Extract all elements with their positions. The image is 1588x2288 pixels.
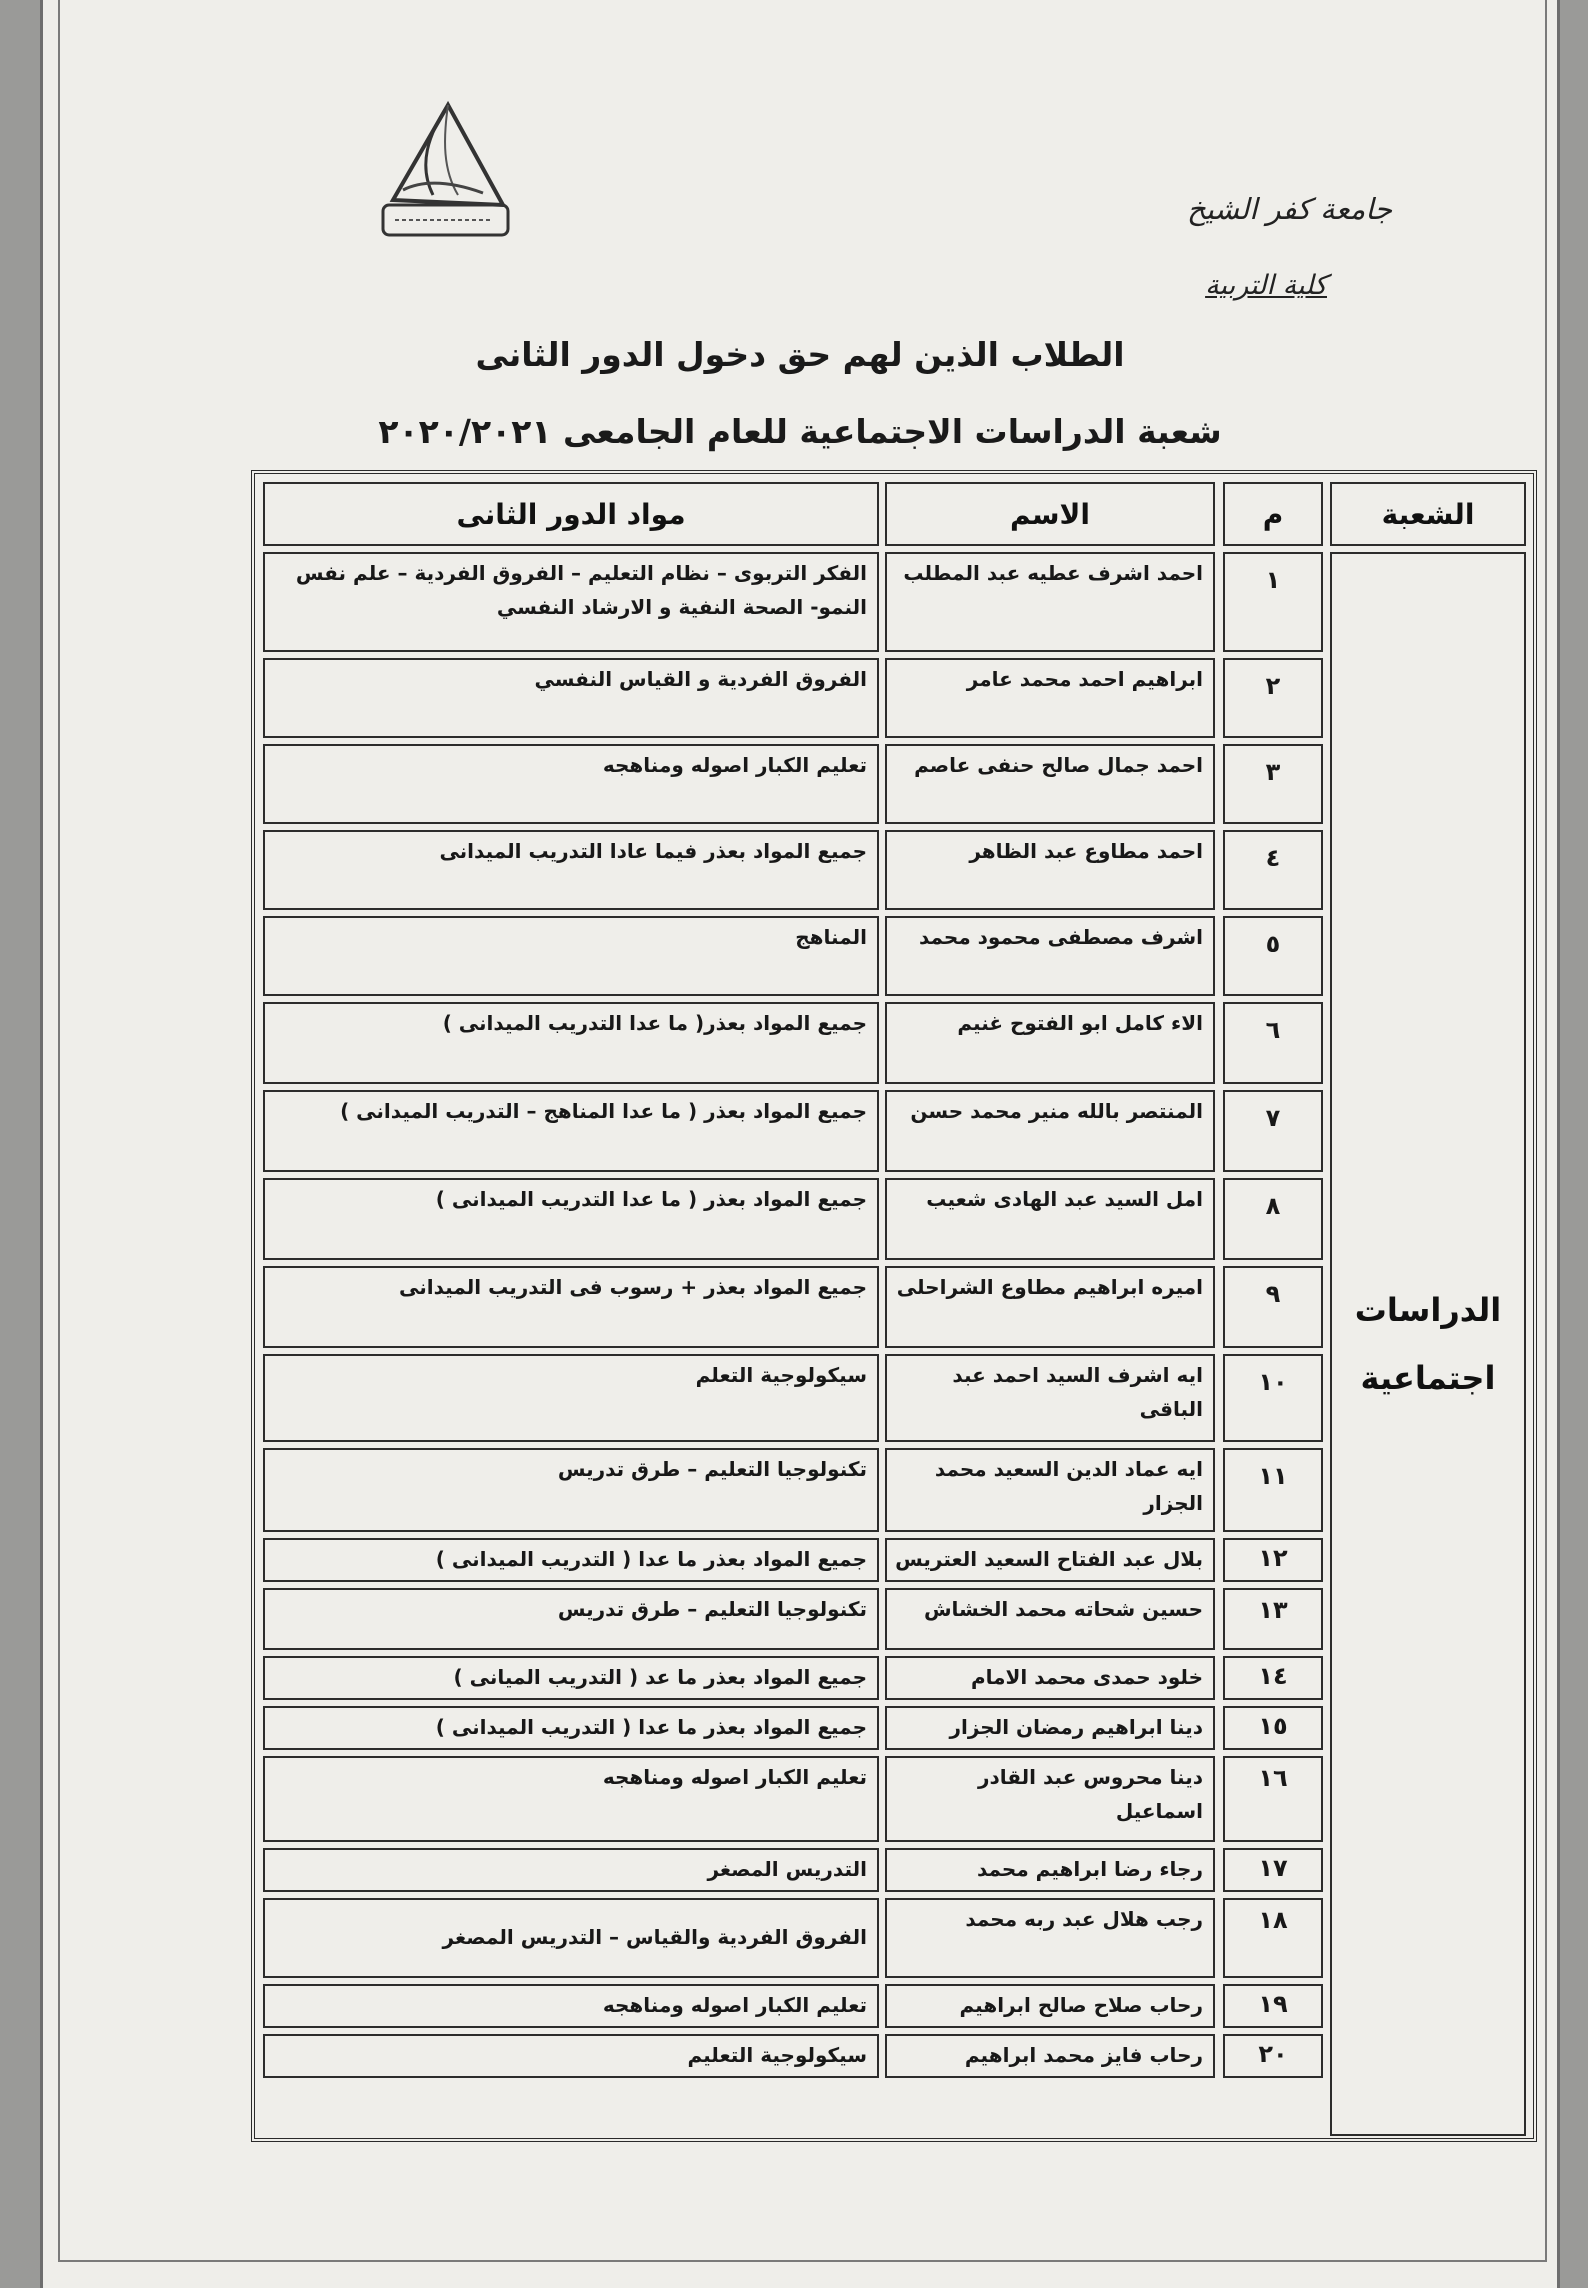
page-title: الطلاب الذين لهم حق دخول الدور الثانى [475, 335, 1125, 374]
student-name: احمد اشرف عطيه عبد المطلب [885, 552, 1215, 652]
student-subjects: التدريس المصغر [263, 1848, 879, 1892]
row-number: ١٣ [1223, 1588, 1323, 1650]
faculty-name: كلية التربية [1205, 270, 1327, 301]
row-number: ٤ [1223, 830, 1323, 910]
student-name: رجاء رضا ابراهيم محمد [885, 1848, 1215, 1892]
student-subjects: سيكولوجية التعليم [263, 2034, 879, 2078]
student-subjects: تكنولوجيا التعليم – طرق تدريس [263, 1448, 879, 1532]
student-subjects: جميع المواد بعذر( ما عدا التدريب الميدانى ) [263, 1002, 879, 1084]
student-name: المنتصر بالله منير محمد حسن [885, 1090, 1215, 1172]
row-number: ٢٠ [1223, 2034, 1323, 2078]
header-subjects: مواد الدور الثانى [263, 482, 879, 546]
student-name: امل السيد عبد الهادى شعيب [885, 1178, 1215, 1260]
student-subjects: جميع المواد بعذر ما عدا ( التدريب الميدانى ) [263, 1706, 879, 1750]
header-name: الاسم [885, 482, 1215, 546]
row-number: ٩ [1223, 1266, 1323, 1348]
student-name: رحاب فايز محمد ابراهيم [885, 2034, 1215, 2078]
document-page [40, 0, 1560, 2288]
row-number: ٢ [1223, 658, 1323, 738]
student-subjects: جميع المواد بعذر فيما عادا التدريب الميدانى [263, 830, 879, 910]
student-subjects: تعليم الكبار اصوله ومناهجه [263, 744, 879, 824]
student-subjects: الفروق الفردية و القياس النفسي [263, 658, 879, 738]
student-name: حسين شحاته محمد الخشاش [885, 1588, 1215, 1650]
student-subjects: جميع المواد بعذر + رسوب فى التدريب الميدانى [263, 1266, 879, 1348]
student-name: الاء كامل ابو الفتوح غنيم [885, 1002, 1215, 1084]
header-number: م [1223, 482, 1323, 546]
row-number: ١٩ [1223, 1984, 1323, 2028]
student-subjects: جميع المواد بعذر ( ما عدا التدريب الميدانى ) [263, 1178, 879, 1260]
student-subjects: تكنولوجيا التعليم – طرق تدريس [263, 1588, 879, 1650]
student-subjects: تعليم الكبار اصوله ومناهجه [263, 1756, 879, 1842]
page-subtitle: شعبة الدراسات الاجتماعية للعام الجامعى ٢٠٢٠/٢٠٢١ [378, 412, 1222, 451]
row-number: ١ [1223, 552, 1323, 652]
student-subjects: جميع المواد بعذر ( ما عدا المناهج – التدريب الميدانى ) [263, 1090, 879, 1172]
student-subjects: المناهج [263, 916, 879, 996]
row-number: ١٠ [1223, 1354, 1323, 1442]
student-name: اميره ابراهيم مطاوع الشراحلى [885, 1266, 1215, 1348]
student-name: رجب هلال عبد ربه محمد [885, 1898, 1215, 1978]
row-number: ٦ [1223, 1002, 1323, 1084]
student-subjects: جميع المواد بعذر ما عدا ( التدريب الميدانى ) [263, 1538, 879, 1582]
student-name: بلال عبد الفتاح السعيد العتريس [885, 1538, 1215, 1582]
student-subjects: الفكر التربوى – نظام التعليم – الفروق الفردية – علم نفس النمو- الصحة النفية و الارشاد النفسي [263, 552, 879, 652]
row-number: ١٦ [1223, 1756, 1323, 1842]
students-table [251, 470, 1537, 2142]
student-name: اشرف مصطفى محمود محمد [885, 916, 1215, 996]
student-subjects: تعليم الكبار اصوله ومناهجه [263, 1984, 879, 2028]
row-number: ١٥ [1223, 1706, 1323, 1750]
row-number: ١٤ [1223, 1656, 1323, 1700]
student-name: دينا ابراهيم رمضان الجزار [885, 1706, 1215, 1750]
university-logo-icon [373, 95, 518, 245]
student-name: احمد مطاوع عبد الظاهر [885, 830, 1215, 910]
student-subjects: الفروق الفردية والقياس – التدريس المصغر [263, 1898, 879, 1978]
student-name: دينا محروس عبد القادر اسماعيل [885, 1756, 1215, 1842]
row-number: ٨ [1223, 1178, 1323, 1260]
row-number: ١٧ [1223, 1848, 1323, 1892]
student-name: رحاب صلاح صالح ابراهيم [885, 1984, 1215, 2028]
department-value: الدراسات اجتماعية [1354, 1291, 1502, 1397]
row-number: ٧ [1223, 1090, 1323, 1172]
student-name: خلود حمدى محمد الامام [885, 1656, 1215, 1700]
header-department: الشعبة [1330, 482, 1526, 546]
student-subjects: جميع المواد بعذر ما عد ( التدريب الميانى ) [263, 1656, 879, 1700]
department-cell [1330, 552, 1526, 2136]
row-number: ٣ [1223, 744, 1323, 824]
student-name: ايه اشرف السيد احمد عبد الباقى [885, 1354, 1215, 1442]
row-number: ١٨ [1223, 1898, 1323, 1978]
university-name: جامعة كفر الشيخ [1187, 192, 1392, 226]
student-name: احمد جمال صالح حنفى عاصم [885, 744, 1215, 824]
student-name: ايه عماد الدين السعيد محمد الجزار [885, 1448, 1215, 1532]
row-number: ٥ [1223, 916, 1323, 996]
student-subjects: سيكولوجية التعلم [263, 1354, 879, 1442]
row-number: ١١ [1223, 1448, 1323, 1532]
student-name: ابراهيم احمد محمد عامر [885, 658, 1215, 738]
row-number: ١٢ [1223, 1538, 1323, 1582]
